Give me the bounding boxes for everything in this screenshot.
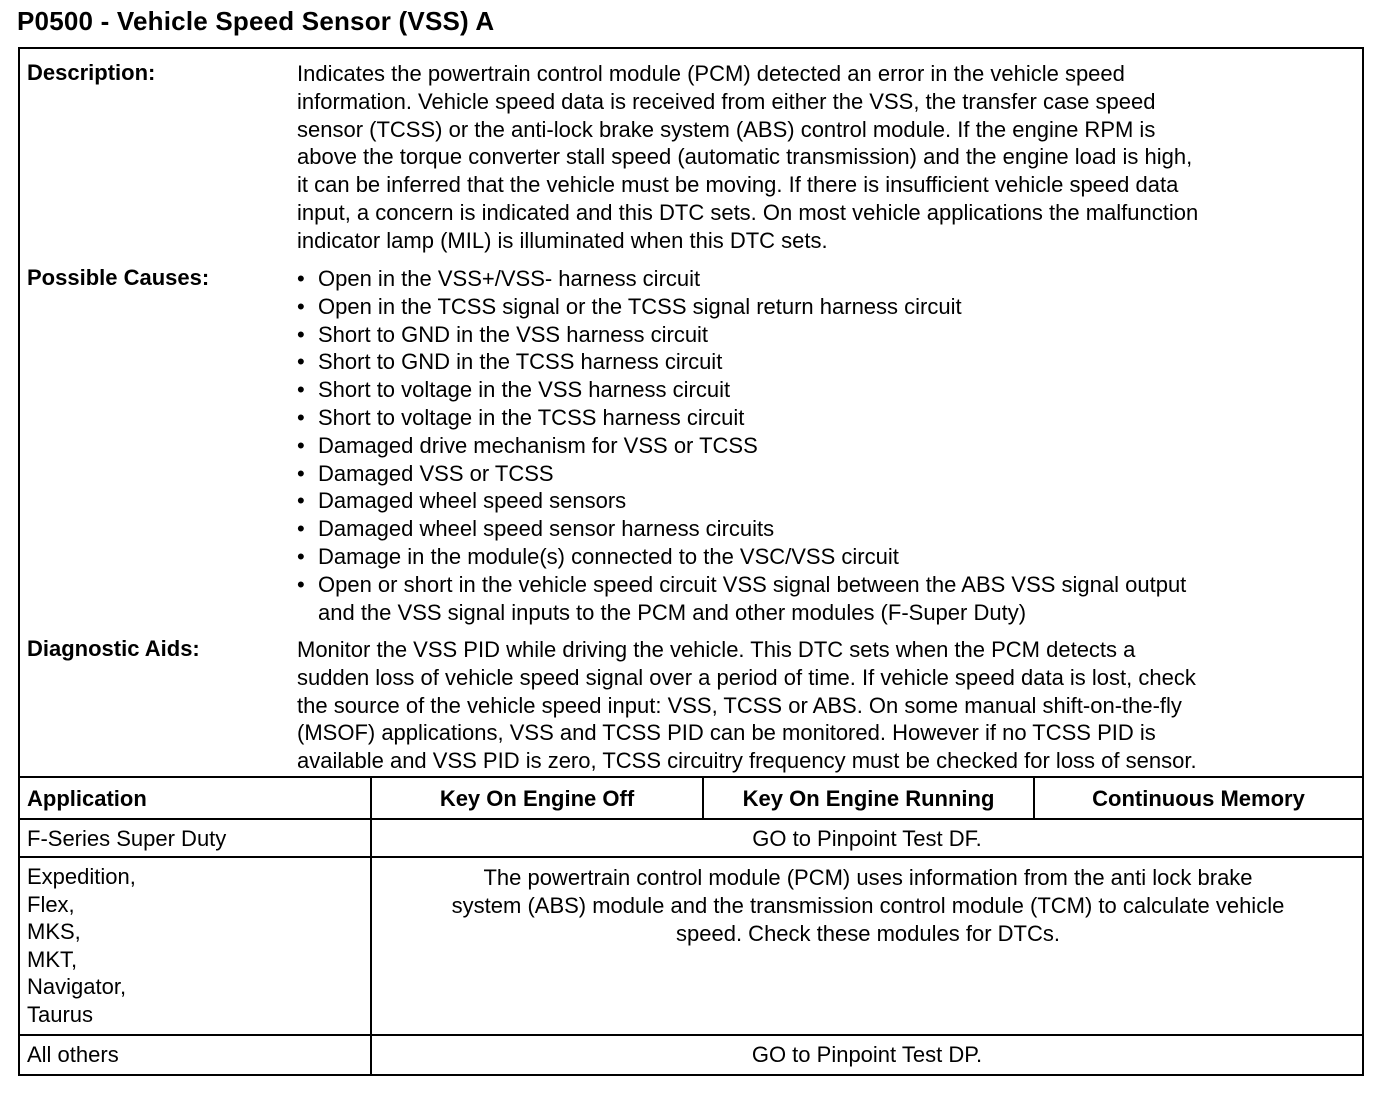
description-text xyxy=(297,60,1357,255)
diagnostic-aids-label: Diagnostic Aids: xyxy=(27,636,200,661)
table-row-action-paragraph xyxy=(374,864,1362,948)
diagnostic-aids-text xyxy=(297,636,1357,775)
table-row-application: F-Series Super Duty xyxy=(27,826,227,851)
bullet-icon: • xyxy=(297,377,305,403)
application-name: Expedition, xyxy=(27,864,136,889)
row-border xyxy=(18,1034,1364,1036)
description-line: indicator lamp (MIL) is illuminated when this DTC sets. xyxy=(297,227,828,253)
cause-item-continuation: and the VSS signal inputs to the PCM and other modules (F-Super Duty) xyxy=(318,599,1027,625)
bullet-icon: • xyxy=(297,543,305,569)
page-title: P0500 - Vehicle Speed Sensor (VSS) A xyxy=(17,6,495,36)
bullet-icon: • xyxy=(297,571,305,597)
description-line: Indicates the powertrain control module (PCM) detected an error in the vehicle speed xyxy=(297,61,1125,86)
table-row-application-list xyxy=(27,863,136,1029)
application-name: Flex, xyxy=(27,891,75,917)
description-line: sensor (TCSS) or the anti-lock brake system (ABS) control module. If the engine RPM is xyxy=(297,116,1156,142)
action-line: The powertrain control module (PCM) uses information from the anti lock brake xyxy=(483,865,1253,890)
bullet-icon: • xyxy=(297,266,305,291)
cause-item: • Damage in the module(s) connected to the VSC/VSS circuit xyxy=(297,543,899,569)
cause-item: • Damaged wheel speed sensor harness circuits xyxy=(297,516,775,542)
action-line: system (ABS) module and the transmission control module (TCM) to calculate vehicle xyxy=(451,893,1285,918)
info-block xyxy=(18,47,1364,778)
bullet-icon: • xyxy=(297,460,305,486)
table-row-application: All others xyxy=(27,1042,119,1067)
header-application: Application xyxy=(27,786,147,811)
description-line: information. Vehicle speed data is received from either the VSS, the transfer case speed xyxy=(297,88,1156,114)
header-row-border xyxy=(18,818,1364,820)
diagnostic-aids-line: (MSOF) applications, VSS and TCSS PID can be monitored. However if no TCSS PID is xyxy=(297,720,1156,746)
header-continuous-memory: Continuous Memory xyxy=(1092,786,1305,811)
header-key-on-engine-off: Key On Engine Off xyxy=(439,786,635,811)
description-line: above the torque converter stall speed (automatic transmission) and the engine load is high, xyxy=(297,144,1193,170)
cause-item: • Open or short in the vehicle speed circuit VSS signal between the ABS VSS signal output and the VSS signal inputs to the PCM and other modules (F-Super Duty) xyxy=(297,571,1357,627)
bullet-icon: • xyxy=(297,516,305,542)
bullet-icon: • xyxy=(297,293,305,319)
header-key-on-engine-running: Key On Engine Running xyxy=(742,786,995,811)
bullet-icon: • xyxy=(297,321,305,347)
action-line: speed. Check these modules for DTCs. xyxy=(676,921,1060,946)
cause-item: • Short to voltage in the VSS harness circuit xyxy=(297,377,731,403)
cause-item: • Short to GND in the VSS harness circuit xyxy=(297,321,709,347)
column-divider xyxy=(370,776,372,1076)
cause-item: • Open in the TCSS signal or the TCSS signal return harness circuit xyxy=(297,293,962,319)
cause-item: • Damaged VSS or TCSS xyxy=(297,460,554,486)
application-name: MKT, xyxy=(27,946,78,972)
possible-causes-label: Possible Causes: xyxy=(27,265,210,290)
diagnostic-aids-line: the source of the vehicle speed input: VSS, TCSS or ABS. On some manual shift-on-the-fly xyxy=(297,692,1182,718)
table-row-action: GO to Pinpoint Test DP. xyxy=(751,1042,983,1067)
application-name: MKS, xyxy=(27,919,81,945)
cause-item: • Short to GND in the TCSS harness circuit xyxy=(297,349,723,375)
possible-causes-list xyxy=(297,265,1357,626)
application-name: Taurus xyxy=(27,1001,94,1027)
cause-item: • Damaged drive mechanism for VSS or TCSS xyxy=(297,432,758,458)
cause-item: • Damaged wheel speed sensors xyxy=(297,488,627,514)
diagnostic-aids-line: Monitor the VSS PID while driving the vehicle. This DTC sets when the PCM detects a xyxy=(297,637,1136,662)
diagnostic-aids-line: sudden loss of vehicle speed signal over a period of time. If vehicle speed data is lost, check xyxy=(297,664,1196,690)
description-line: input, a concern is indicated and this DTC sets. On most vehicle applications the malfunction xyxy=(297,199,1199,225)
description-label: Description: xyxy=(27,60,156,85)
application-name: Navigator, xyxy=(27,974,127,1000)
diagnostic-aids-line: available and VSS PID is zero, TCSS circuitry frequency must be checked for loss of sensor. xyxy=(297,748,1197,774)
bullet-icon: • xyxy=(297,488,305,514)
cause-item: • Short to voltage in the TCSS harness circuit xyxy=(297,404,745,430)
table-top-border xyxy=(18,776,1364,778)
cause-item: • Open in the VSS+/VSS- harness circuit xyxy=(297,266,701,291)
row-border xyxy=(18,856,1364,858)
description-line: it can be inferred that the vehicle must be moving. If there is insufficient vehicle speed data xyxy=(297,172,1179,198)
bullet-icon: • xyxy=(297,404,305,430)
bullet-icon: • xyxy=(297,349,305,375)
bullet-icon: • xyxy=(297,432,305,458)
table-row-action: GO to Pinpoint Test DF. xyxy=(752,826,982,851)
